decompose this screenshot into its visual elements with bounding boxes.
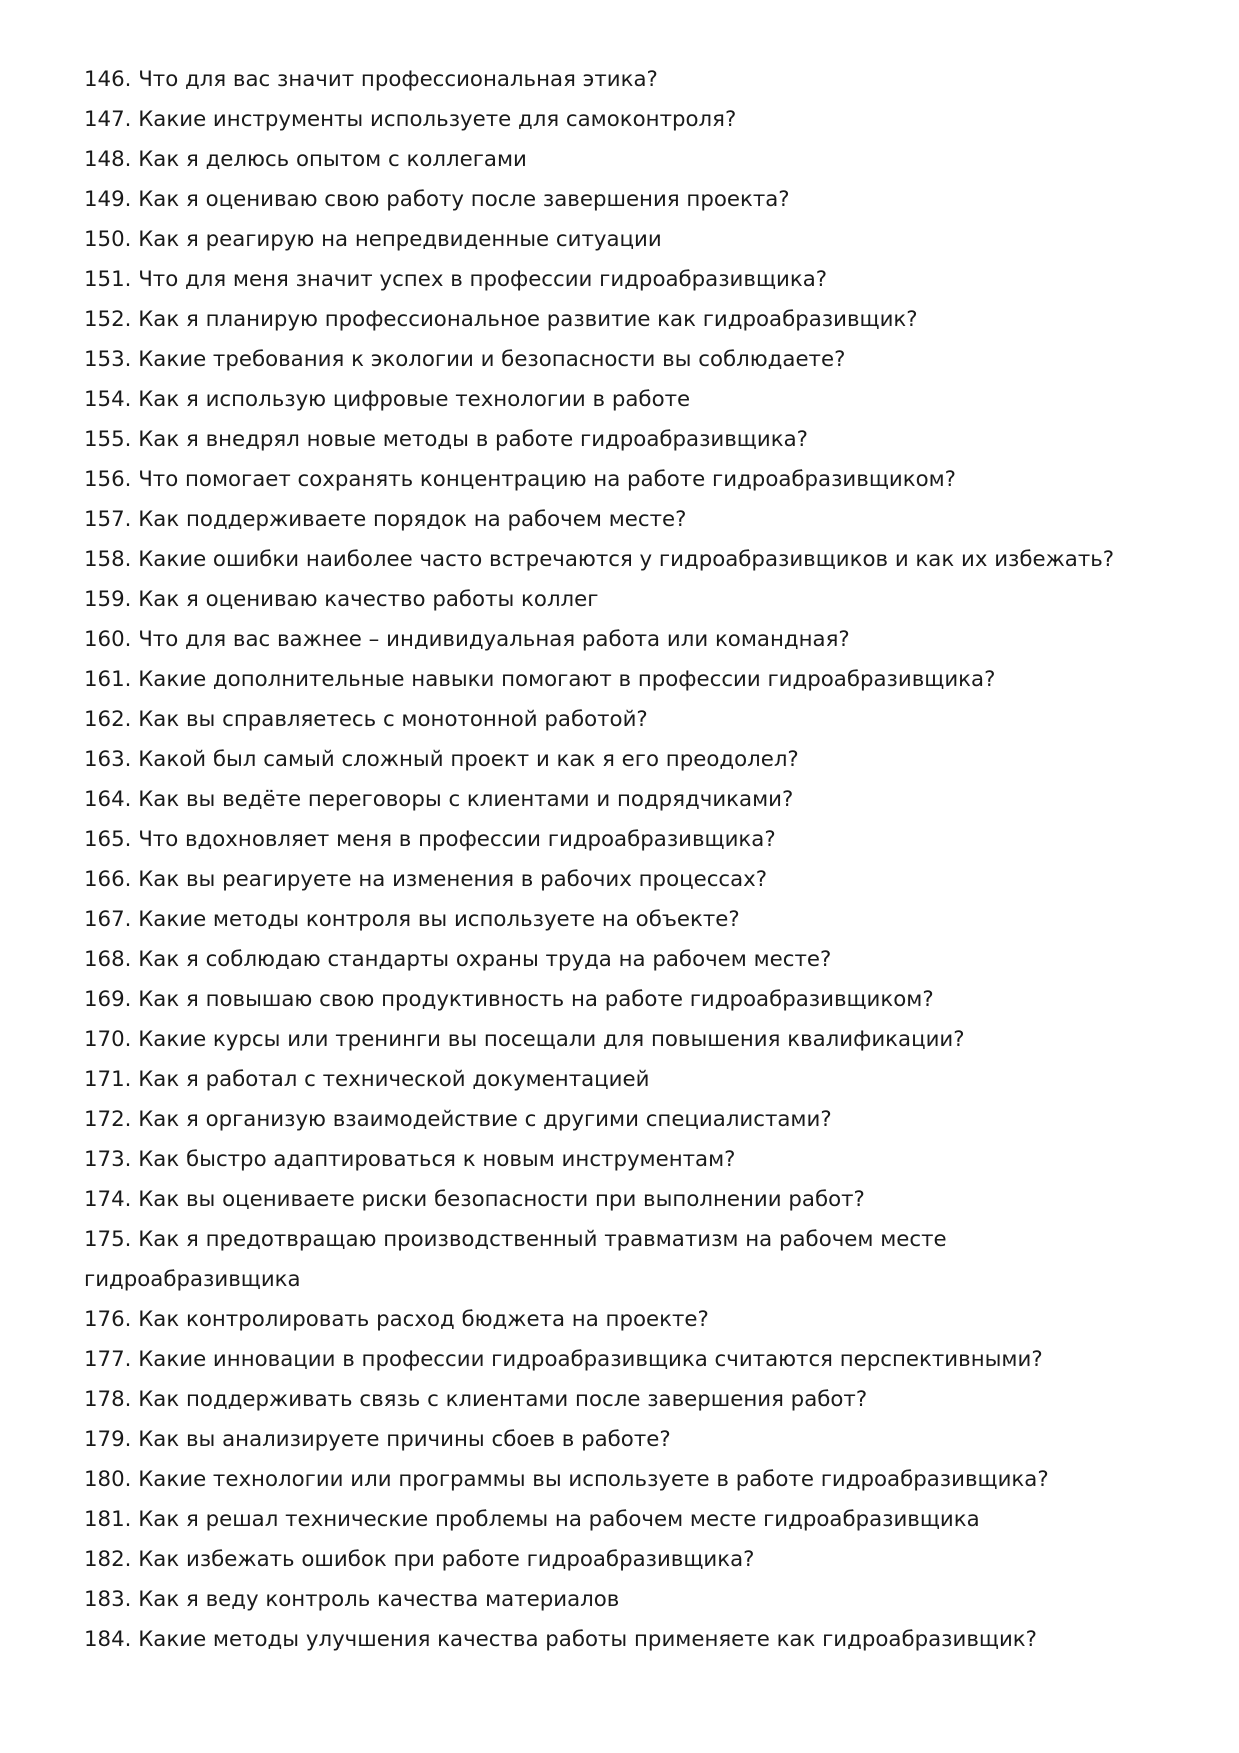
question-item: 160. Что для вас важнее – индивидуальная работа или командная? [84, 627, 850, 652]
question-item: 184. Какие методы улучшения качества работы применяете как гидроабразивщик? [84, 1627, 1037, 1652]
question-item: 172. Как я организую взаимодействие с другими специалистами? [84, 1107, 832, 1132]
question-item: 157. Как поддерживаете порядок на рабочем месте? [84, 507, 687, 532]
question-item: 183. Как я веду контроль качества материалов [84, 1587, 620, 1612]
question-item: 153. Какие требования к экологии и безопасности вы соблюдаете? [84, 347, 846, 372]
question-item: 154. Как я использую цифровые технологии в работе [84, 387, 691, 412]
question-item: 174. Как вы оцениваете риски безопасности при выполнении работ? [84, 1187, 865, 1212]
question-item: 177. Какие инновации в профессии гидроабразивщика считаются перспективными? [84, 1347, 1043, 1372]
question-item: 167. Какие методы контроля вы используете на объекте? [84, 907, 740, 932]
question-item: 181. Как я решал технические проблемы на рабочем месте гидроабразивщика [84, 1507, 980, 1532]
question-item: 163. Какой был самый сложный проект и как я его преодолел? [84, 747, 799, 772]
question-item: 175. Как я предотвращаю производственный травматизм на рабочем месте гидроабразивщика [84, 1227, 947, 1292]
question-item: 159. Как я оцениваю качество работы коллег [84, 587, 599, 612]
question-item: 152. Как я планирую профессиональное развитие как гидроабразивщик? [84, 307, 918, 332]
question-item: 169. Как я повышаю свою продуктивность на работе гидроабразивщиком? [84, 987, 934, 1012]
question-item: 173. Как быстро адаптироваться к новым инструментам? [84, 1147, 736, 1172]
question-item: 156. Что помогает сохранять концентрацию на работе гидроабразивщиком? [84, 467, 956, 492]
question-item: 171. Как я работал с технической документацией [84, 1067, 650, 1092]
question-item: 170. Какие курсы или тренинги вы посещали для повышения квалификации? [84, 1027, 965, 1052]
question-item: 150. Как я реагирую на непредвиденные ситуации [84, 227, 662, 252]
question-item: 155. Как я внедрял новые методы в работе гидроабразивщика? [84, 427, 808, 452]
question-item: 176. Как контролировать расход бюджета на проекте? [84, 1307, 709, 1332]
question-item: 161. Какие дополнительные навыки помогают в профессии гидроабразивщика? [84, 667, 996, 692]
question-item: 166. Как вы реагируете на изменения в рабочих процессах? [84, 867, 768, 892]
question-item: 165. Что вдохновляет меня в профессии гидроабразивщика? [84, 827, 776, 852]
question-item: 180. Какие технологии или программы вы используете в работе гидроабразивщика? [84, 1467, 1049, 1492]
question-item: 147. Какие инструменты используете для самоконтроля? [84, 107, 737, 132]
question-item: 158. Какие ошибки наиболее часто встречаются у гидроабразивщиков и как их избежать? [84, 547, 1115, 572]
question-item: 179. Как вы анализируете причины сбоев в работе? [84, 1427, 671, 1452]
question-item: 182. Как избежать ошибок при работе гидроабразивщика? [84, 1547, 755, 1572]
question-item: 146. Что для вас значит профессиональная этика? [84, 67, 658, 92]
document-page [84, 60, 1164, 1660]
question-item: 162. Как вы справляетесь с монотонной работой? [84, 707, 648, 732]
question-item: 164. Как вы ведёте переговоры с клиентами и подрядчиками? [84, 787, 794, 812]
question-item: 168. Как я соблюдаю стандарты охраны труда на рабочем месте? [84, 947, 832, 972]
question-item: 148. Как я делюсь опытом с коллегами [84, 147, 527, 172]
question-item: 178. Как поддерживать связь с клиентами после завершения работ? [84, 1387, 868, 1412]
question-item: 149. Как я оцениваю свою работу после завершения проекта? [84, 187, 790, 212]
question-item: 151. Что для меня значит успех в профессии гидроабразивщика? [84, 267, 828, 292]
question-list [84, 60, 1164, 1660]
